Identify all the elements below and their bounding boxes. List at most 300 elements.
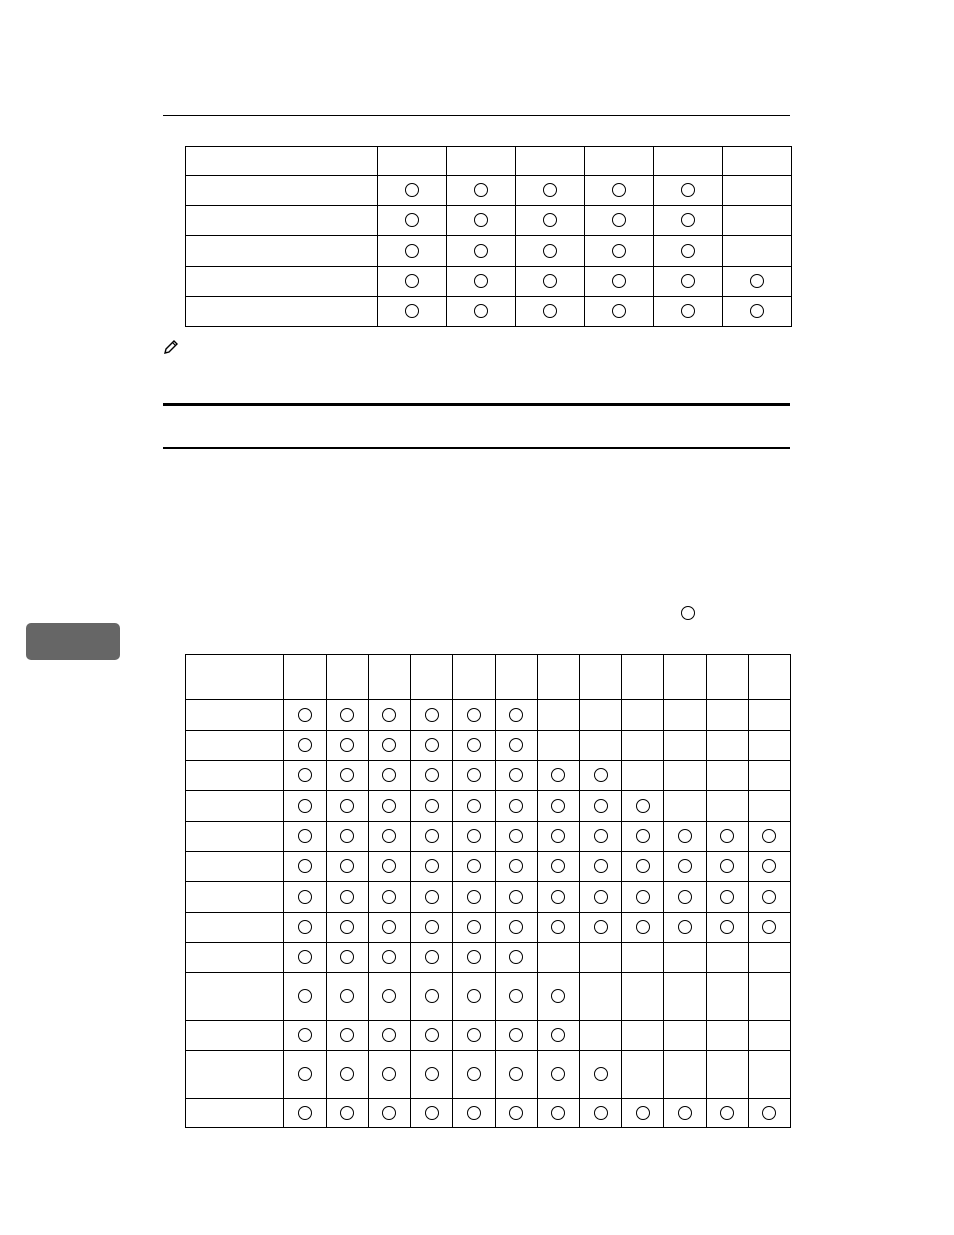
circle-mark-icon [298,708,312,722]
mark-cell [706,1021,748,1051]
mark-cell [706,761,748,791]
table-row [186,267,792,297]
mark-cell [654,206,723,236]
mark-cell [622,822,664,852]
circle-mark-icon [551,799,565,813]
mark-cell [579,852,621,882]
circle-mark-icon [678,859,692,873]
circle-mark-icon [509,890,523,904]
circle-mark-icon [594,768,608,782]
mark-cell [326,731,368,761]
mark-cell [368,700,410,731]
mark-cell [664,913,706,943]
mark-cell [411,731,453,761]
mark-cell [516,236,585,267]
circle-mark-icon [382,859,396,873]
table-row [186,791,791,822]
circle-mark-icon [762,1106,776,1120]
circle-mark-icon [298,890,312,904]
circle-mark-icon [636,799,650,813]
mark-cell [706,822,748,852]
circle-mark-icon [298,1106,312,1120]
mark-cell [622,943,664,973]
circle-mark-icon [509,989,523,1003]
row-label-cell [186,761,284,791]
circle-mark-icon [340,708,354,722]
circle-mark-icon [298,950,312,964]
circle-mark-icon [382,1028,396,1042]
mark-cell [579,913,621,943]
mark-cell [495,1021,537,1051]
mark-cell [447,176,516,206]
mark-cell [368,1021,410,1051]
circle-mark-icon [340,1028,354,1042]
circle-mark-icon [382,950,396,964]
circle-mark-icon [467,708,481,722]
table-row [186,761,791,791]
circle-mark-icon [612,244,626,258]
circle-mark-icon [762,890,776,904]
mark-cell [706,882,748,913]
mark-cell [537,882,579,913]
mark-cell [706,1099,748,1128]
mark-cell [723,297,792,327]
mark-cell [368,761,410,791]
circle-mark-icon [678,1106,692,1120]
circle-mark-icon [720,920,734,934]
mark-cell [622,700,664,731]
mark-cell [579,1051,621,1099]
mark-cell [579,943,621,973]
table-row [186,176,792,206]
circle-mark-icon [720,859,734,873]
circle-mark-icon [543,304,557,318]
mark-cell [706,1051,748,1099]
compatibility-table-bottom [185,654,791,1128]
row-label-cell [186,943,284,973]
circle-mark-icon [425,1028,439,1042]
header-cell [585,147,654,176]
mark-cell [516,267,585,297]
circle-mark-icon [340,890,354,904]
table-row [186,882,791,913]
circle-mark-icon [762,920,776,934]
section-rule-bottom [163,447,790,449]
row-label-cell [186,913,284,943]
mark-cell [447,267,516,297]
mark-cell [723,176,792,206]
circle-mark-icon [467,859,481,873]
circle-mark-icon [298,1028,312,1042]
mark-cell [748,761,790,791]
mark-cell [368,913,410,943]
mark-cell [622,761,664,791]
circle-mark-icon [382,1067,396,1081]
mark-cell [579,700,621,731]
mark-cell [706,791,748,822]
circle-mark-icon [340,859,354,873]
mark-cell [516,206,585,236]
mark-cell [453,973,495,1021]
mark-cell [706,700,748,731]
circle-mark-icon [636,890,650,904]
circle-mark-icon [340,1106,354,1120]
circle-mark-icon [382,890,396,904]
circle-mark-icon [382,738,396,752]
circle-mark-icon [425,1106,439,1120]
circle-mark-icon [425,859,439,873]
mark-cell [748,913,790,943]
mark-cell [585,206,654,236]
circle-mark-icon [509,859,523,873]
mark-cell [585,297,654,327]
table-row [186,943,791,973]
header-cell [579,655,621,700]
circle-mark-icon [762,829,776,843]
circle-mark-icon [405,183,419,197]
circle-mark-icon [382,799,396,813]
row-label-cell [186,852,284,882]
mark-cell [453,761,495,791]
mark-cell [748,973,790,1021]
circle-mark-icon [551,768,565,782]
mark-cell [748,882,790,913]
mark-cell [537,761,579,791]
circle-mark-icon [298,920,312,934]
mark-cell [495,1099,537,1128]
mark-cell [495,882,537,913]
mark-cell [326,700,368,731]
circle-mark-icon [340,799,354,813]
mark-cell [411,1021,453,1051]
circle-mark-icon [720,1106,734,1120]
circle-mark-icon [678,829,692,843]
mark-cell [654,176,723,206]
circle-mark-icon [340,768,354,782]
circle-mark-icon [551,989,565,1003]
mark-cell [495,943,537,973]
circle-mark-icon [543,213,557,227]
mark-cell [537,943,579,973]
mark-cell [537,852,579,882]
table-row [186,206,792,236]
circle-mark-icon [298,799,312,813]
mark-cell [748,791,790,822]
circle-mark-icon [405,244,419,258]
mark-cell [664,822,706,852]
mark-cell [706,852,748,882]
mark-cell [748,852,790,882]
mark-cell [284,1099,326,1128]
circle-mark-icon [509,920,523,934]
mark-cell [748,1021,790,1051]
mark-cell [411,943,453,973]
circle-mark-icon [551,920,565,934]
mark-cell [495,700,537,731]
circle-mark-icon [340,1067,354,1081]
header-cell [186,147,378,176]
mark-cell [453,731,495,761]
circle-mark-icon [405,213,419,227]
circle-mark-icon [382,708,396,722]
circle-mark-icon [750,274,764,288]
circle-mark-icon [467,1028,481,1042]
mark-cell [453,1099,495,1128]
mark-cell [368,1051,410,1099]
header-cell [723,147,792,176]
header-cell [411,655,453,700]
circle-mark-icon [636,859,650,873]
section-rule-top [163,403,790,406]
circle-mark-icon [425,890,439,904]
row-label-cell [186,1021,284,1051]
row-label-cell [186,731,284,761]
circle-mark-icon [425,829,439,843]
mark-cell [706,943,748,973]
mark-cell [579,731,621,761]
table-row [186,1051,791,1099]
mark-cell [664,761,706,791]
mark-cell [368,943,410,973]
circle-mark-icon [543,244,557,258]
mark-cell [326,913,368,943]
mark-cell [664,700,706,731]
circle-mark-icon [636,920,650,934]
mark-cell [284,1021,326,1051]
mark-cell [326,1051,368,1099]
circle-mark-icon [594,1067,608,1081]
mark-cell [516,176,585,206]
mark-cell [723,236,792,267]
circle-mark-icon [551,829,565,843]
mark-cell [579,761,621,791]
mark-cell [537,973,579,1021]
circle-mark-icon [425,738,439,752]
header-rule [163,115,790,116]
circle-mark-icon [467,1106,481,1120]
mark-cell [284,700,326,731]
mark-cell [537,1051,579,1099]
row-label-cell [186,882,284,913]
table-row [186,700,791,731]
mark-cell [284,761,326,791]
circle-mark-icon [425,768,439,782]
mark-cell [378,176,447,206]
mark-cell [585,267,654,297]
mark-cell [411,761,453,791]
mark-cell [368,731,410,761]
mark-cell [411,1051,453,1099]
circle-mark-icon [681,244,695,258]
circle-mark-icon [467,989,481,1003]
table-header-row [186,655,791,700]
mark-cell [622,1051,664,1099]
circle-mark-icon [474,213,488,227]
mark-cell [664,1099,706,1128]
legend-circle-mark-icon [681,606,695,620]
circle-mark-icon [636,1106,650,1120]
mark-cell [537,913,579,943]
mark-cell [706,731,748,761]
mark-cell [748,822,790,852]
mark-cell [453,882,495,913]
circle-mark-icon [612,304,626,318]
circle-mark-icon [405,304,419,318]
mark-cell [453,852,495,882]
mark-cell [516,297,585,327]
mark-cell [326,1099,368,1128]
circle-mark-icon [298,989,312,1003]
mark-cell [368,822,410,852]
circle-mark-icon [467,768,481,782]
mark-cell [579,822,621,852]
mark-cell [453,822,495,852]
row-label-cell [186,1051,284,1099]
mark-cell [748,700,790,731]
mark-cell [622,973,664,1021]
mark-cell [453,700,495,731]
circle-mark-icon [681,183,695,197]
mark-cell [664,882,706,913]
circle-mark-icon [467,799,481,813]
mark-cell [579,973,621,1021]
mark-cell [664,731,706,761]
mark-cell [664,943,706,973]
circle-mark-icon [340,829,354,843]
circle-mark-icon [551,859,565,873]
circle-mark-icon [594,799,608,813]
mark-cell [585,176,654,206]
mark-cell [411,822,453,852]
circle-mark-icon [467,950,481,964]
mark-cell [664,852,706,882]
circle-mark-icon [509,950,523,964]
circle-mark-icon [509,708,523,722]
header-cell [447,147,516,176]
mark-cell [453,1051,495,1099]
mark-cell [579,882,621,913]
circle-mark-icon [509,799,523,813]
circle-mark-icon [594,890,608,904]
mark-cell [622,791,664,822]
header-cell [622,655,664,700]
mark-cell [723,206,792,236]
mark-cell [368,882,410,913]
row-label-cell [186,206,378,236]
pencil-note-icon [162,338,180,356]
circle-mark-icon [298,738,312,752]
mark-cell [495,761,537,791]
circle-mark-icon [681,274,695,288]
circle-mark-icon [298,859,312,873]
circle-mark-icon [425,920,439,934]
mark-cell [447,297,516,327]
mark-cell [326,943,368,973]
circle-mark-icon [681,304,695,318]
circle-mark-icon [382,920,396,934]
mark-cell [284,973,326,1021]
mark-cell [453,913,495,943]
circle-mark-icon [543,274,557,288]
mark-cell [326,973,368,1021]
mark-cell [411,913,453,943]
table-row [186,1099,791,1128]
circle-mark-icon [509,1106,523,1120]
mark-cell [706,973,748,1021]
mark-cell [579,1021,621,1051]
table-row [186,1021,791,1051]
circle-mark-icon [762,859,776,873]
row-label-cell [186,297,378,327]
mark-cell [495,731,537,761]
mark-cell [622,1021,664,1051]
circle-mark-icon [509,1028,523,1042]
circle-mark-icon [382,768,396,782]
table-header-row [186,147,792,176]
header-cell [495,655,537,700]
circle-mark-icon [612,213,626,227]
table-row [186,731,791,761]
mark-cell [284,913,326,943]
circle-mark-icon [467,738,481,752]
circle-mark-icon [720,829,734,843]
table-row [186,913,791,943]
table-row [186,852,791,882]
row-label-cell [186,822,284,852]
circle-mark-icon [425,950,439,964]
circle-mark-icon [543,183,557,197]
circle-mark-icon [509,738,523,752]
mark-cell [664,1051,706,1099]
header-cell [326,655,368,700]
mark-cell [447,236,516,267]
circle-mark-icon [551,1106,565,1120]
mark-cell [622,852,664,882]
mark-cell [378,206,447,236]
mark-cell [748,1051,790,1099]
mark-cell [326,1021,368,1051]
mark-cell [284,822,326,852]
header-cell [748,655,790,700]
mark-cell [411,791,453,822]
mark-cell [748,731,790,761]
table-row [186,236,792,267]
mark-cell [579,791,621,822]
mark-cell [622,731,664,761]
mark-cell [622,913,664,943]
mark-cell [537,791,579,822]
mark-cell [495,973,537,1021]
circle-mark-icon [467,829,481,843]
circle-mark-icon [467,1067,481,1081]
circle-mark-icon [340,989,354,1003]
mark-cell [284,1051,326,1099]
mark-cell [326,852,368,882]
mark-cell [495,822,537,852]
circle-mark-icon [551,1028,565,1042]
circle-mark-icon [720,890,734,904]
mark-cell [326,791,368,822]
table-row [186,973,791,1021]
circle-mark-icon [551,1067,565,1081]
mark-cell [579,1099,621,1128]
header-cell [537,655,579,700]
circle-mark-icon [612,183,626,197]
circle-mark-icon [467,890,481,904]
circle-mark-icon [474,304,488,318]
circle-mark-icon [509,1067,523,1081]
mark-cell [453,1021,495,1051]
